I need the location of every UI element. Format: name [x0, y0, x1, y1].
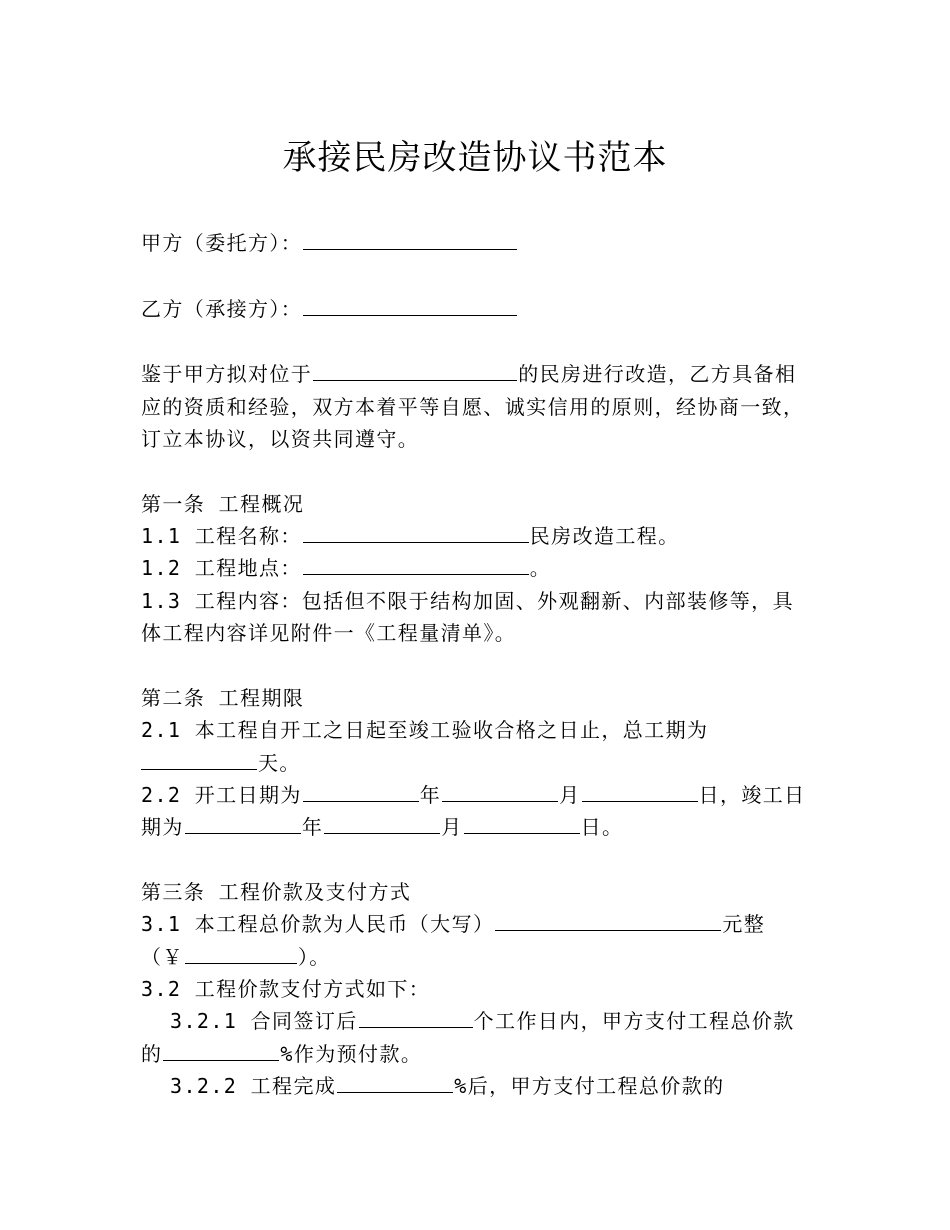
- article-1-heading: 第一条 工程概况: [141, 492, 305, 516]
- completion-percent-blank[interactable]: [337, 1074, 453, 1093]
- start-year-blank[interactable]: [303, 783, 419, 802]
- end-year-blank[interactable]: [185, 815, 301, 834]
- party-b-label: 乙方（承接方）：: [141, 297, 303, 321]
- clause-1-2: [141, 554, 551, 582]
- year-label: 年: [419, 783, 442, 807]
- end-month-blank[interactable]: [324, 815, 440, 834]
- party-b-line: [141, 295, 518, 323]
- clause-text: %后，甲方支付工程总价款的: [454, 1074, 725, 1098]
- project-name-blank[interactable]: [303, 524, 529, 543]
- party-b-blank[interactable]: [303, 297, 517, 316]
- preamble-line-3: 订立本协议，以资共同遵守。: [141, 427, 420, 451]
- start-month-blank[interactable]: [442, 783, 558, 802]
- year-label: 年: [301, 815, 324, 839]
- party-a-blank[interactable]: [303, 231, 517, 250]
- month-label: 月: [559, 783, 581, 807]
- clause-2-2-line-2: [141, 813, 623, 841]
- preamble-text: 的民房进行改造，乙方具备相: [518, 362, 797, 386]
- clause-text: ）。: [297, 945, 331, 969]
- preamble-line-2: 应的资质和经验，双方本着平等自愿、诚实信用的原则，经协商一致，: [141, 395, 805, 419]
- clause-3-1-line-1: [141, 910, 765, 938]
- clause-text: 3.1 本工程总价款为人民币（大写）: [141, 912, 495, 936]
- workdays-blank[interactable]: [359, 1009, 473, 1028]
- clause-text: %作为预付款。: [280, 1042, 423, 1066]
- clause-text: 1.2 工程地点：: [141, 556, 302, 580]
- clause-1-1: [141, 522, 680, 550]
- clause-text: 天。: [258, 751, 301, 775]
- clause-1-3-line-2: 体工程内容详见附件一《工程量清单》。: [141, 621, 517, 645]
- clause-2-1-line-2: [141, 749, 301, 777]
- clause-text: 期为: [141, 815, 184, 839]
- party-a-line: [141, 229, 518, 257]
- location-blank[interactable]: [313, 362, 517, 381]
- project-location-blank[interactable]: [303, 556, 529, 575]
- preamble-text: 鉴于甲方拟对位于: [141, 362, 313, 386]
- end-day-blank[interactable]: [464, 815, 580, 834]
- clause-text: 民房改造工程。: [529, 524, 680, 548]
- clause-2-1-line-1: 2.1 本工程自开工之日起至竣工验收合格之日止，总工期为: [141, 718, 709, 742]
- clause-text: 1.1 工程名称：: [141, 524, 302, 548]
- clause-3-2-1-line-2: [141, 1040, 422, 1068]
- advance-percent-blank[interactable]: [163, 1042, 279, 1061]
- clause-3-2-2-line-1: [170, 1072, 725, 1100]
- clause-text: 3.2.1 合同签订后: [170, 1009, 358, 1033]
- clause-3-1-line-2: [141, 943, 331, 971]
- preamble-line-1: [141, 360, 796, 388]
- total-price-words-blank[interactable]: [495, 912, 721, 931]
- clause-text: 的: [141, 1042, 163, 1066]
- clause-text: 。: [529, 556, 552, 580]
- document-title: 承接民房改造协议书范本: [282, 138, 668, 178]
- article-3-heading: 第三条 工程价款及支付方式: [141, 880, 412, 904]
- clause-text: 元整: [722, 912, 766, 936]
- clause-3-2-1-line-1: [170, 1007, 795, 1035]
- clause-2-2-line-1: [141, 781, 806, 809]
- clause-text: 个工作日内，甲方支付工程总价款: [473, 1009, 795, 1033]
- month-label: 月: [441, 815, 463, 839]
- article-2-heading: 第二条 工程期限: [141, 686, 305, 710]
- start-day-blank[interactable]: [582, 783, 698, 802]
- total-price-number-blank[interactable]: [185, 945, 297, 964]
- clause-text: 日。: [580, 815, 624, 839]
- clause-text: 3.2.2 工程完成: [170, 1074, 337, 1098]
- clause-1-3-line-1: 1.3 工程内容：包括但不限于结构加固、外观翻新、内部装修等，具: [141, 589, 794, 613]
- clause-text: （￥: [141, 945, 184, 969]
- total-days-blank[interactable]: [141, 751, 257, 770]
- clause-text: 日，竣工日: [698, 783, 806, 807]
- clause-3-2: 3.2 工程价款支付方式如下：: [141, 977, 431, 1001]
- party-a-label: 甲方（委托方）：: [141, 231, 303, 255]
- clause-text: 2.2 开工日期为: [141, 783, 302, 807]
